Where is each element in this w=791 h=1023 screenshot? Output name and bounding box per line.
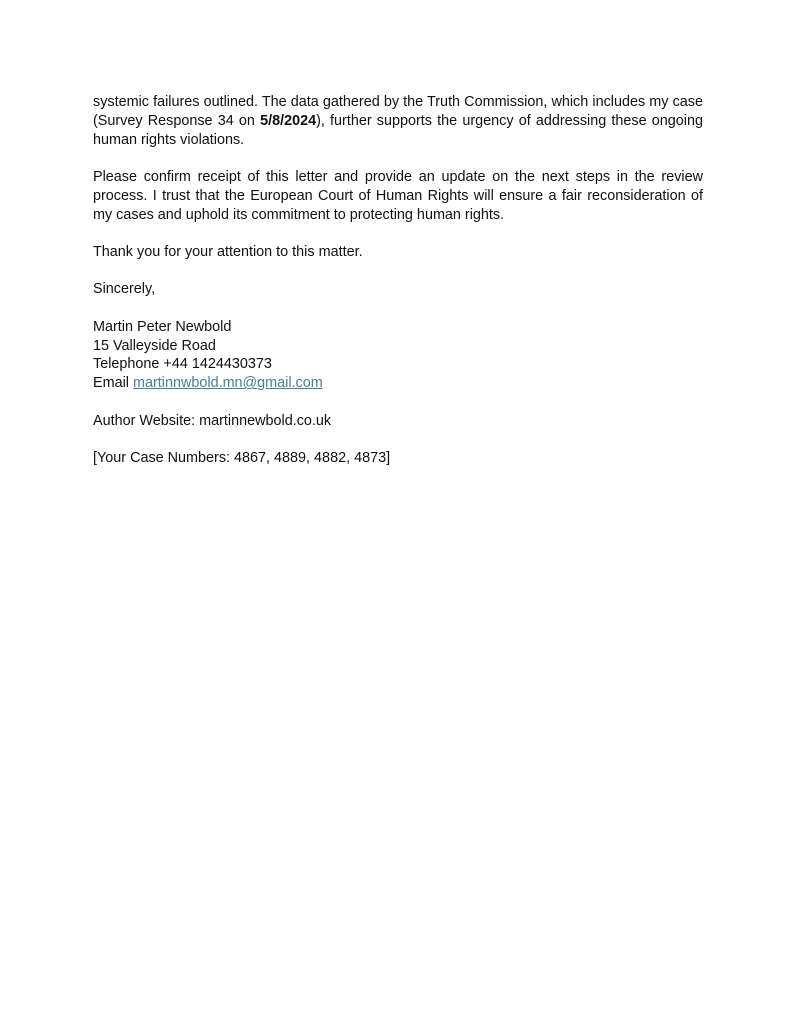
paragraph-summary-text-start: systemic failures outlined. The data gathered by the Truth Commission, which includes my case (Survey Response 34 on bbox=[93, 94, 703, 129]
author-website: Author Website: martinnewbold.co.uk bbox=[93, 412, 332, 429]
paragraph-request: Please confirm receipt of this letter and provide an update on the next steps in the review process. I trust that the European Court of Human Rights will ensure a fair reconsideration of my cases and uphold its commitment to protecting human rights. bbox=[93, 168, 703, 223]
survey-date: 5/8/2024 bbox=[260, 112, 317, 129]
signature-address: 15 Valleyside Road bbox=[93, 337, 216, 354]
email-link[interactable]: martinnwbold.mn@gmail.com bbox=[132, 375, 323, 392]
closing-line: Sincerely, bbox=[93, 281, 156, 298]
thanks-line: Thank you for your attention to this matter. bbox=[93, 243, 363, 260]
signature-block bbox=[93, 318, 703, 393]
letter-body bbox=[93, 93, 703, 486]
signature-name: Martin Peter Newbold bbox=[93, 318, 232, 335]
paragraph-summary bbox=[93, 93, 703, 149]
signature-telephone: Telephone +44 1424430373 bbox=[93, 356, 272, 373]
signature-email-row bbox=[93, 374, 703, 393]
paragraph-summary-text-end: ), further supports the urgency of addressing these ongoing human rights violations. bbox=[93, 112, 704, 148]
email-label: Email bbox=[93, 375, 133, 392]
case-numbers: [Your Case Numbers: 4867, 4889, 4882, 4873] bbox=[93, 449, 391, 466]
